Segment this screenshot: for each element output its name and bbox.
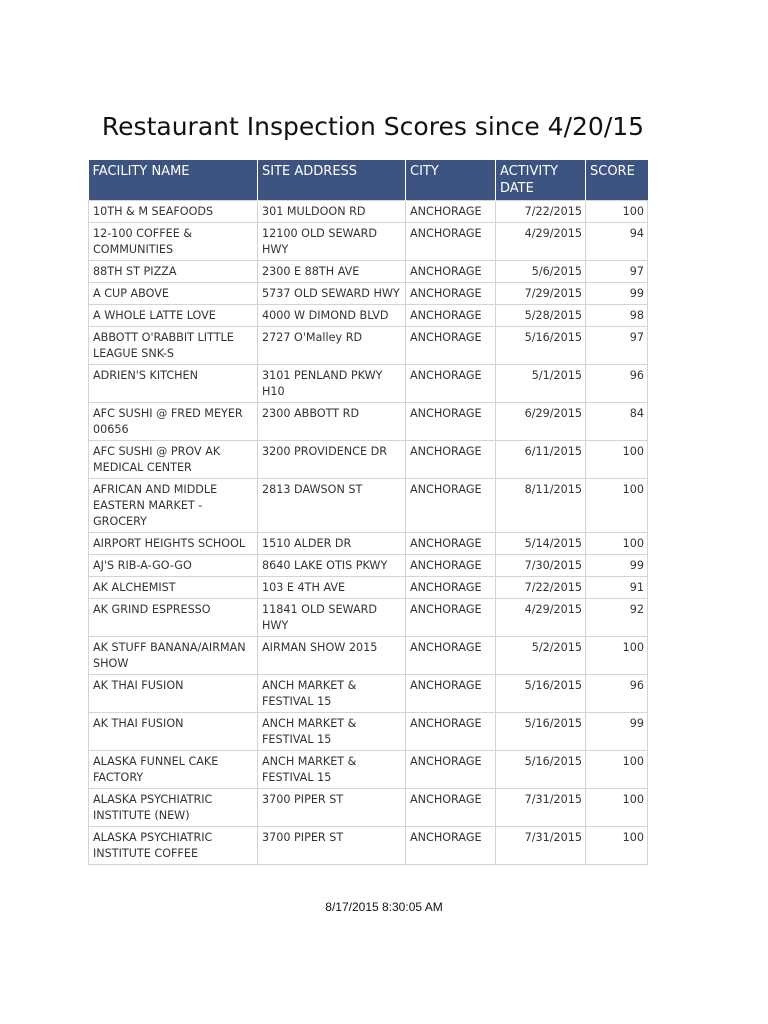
site-address-cell: ANCH MARKET & FESTIVAL 15 — [258, 713, 406, 751]
activity-date-cell: 4/29/2015 — [496, 223, 586, 261]
city-cell: ANCHORAGE — [406, 479, 496, 533]
site-address-cell: 3101 PENLAND PKWY H10 — [258, 365, 406, 403]
site-address-cell: 103 E 4TH AVE — [258, 577, 406, 599]
table-row — [89, 261, 648, 283]
activity-date-cell: 7/30/2015 — [496, 555, 586, 577]
facility-name-cell: ABBOTT O'RABBIT LITTLE LEAGUE SNK-S — [89, 327, 258, 365]
activity-date-cell: 7/22/2015 — [496, 577, 586, 599]
table-row — [89, 637, 648, 675]
table-row — [89, 675, 648, 713]
score-cell: 91 — [586, 577, 648, 599]
city-cell: ANCHORAGE — [406, 577, 496, 599]
city-cell: ANCHORAGE — [406, 637, 496, 675]
score-cell: 100 — [586, 201, 648, 223]
score-cell: 100 — [586, 827, 648, 865]
city-cell: ANCHORAGE — [406, 261, 496, 283]
table-body — [89, 201, 648, 865]
city-cell: ANCHORAGE — [406, 327, 496, 365]
activity-date-cell: 5/1/2015 — [496, 365, 586, 403]
score-cell: 84 — [586, 403, 648, 441]
city-cell: ANCHORAGE — [406, 555, 496, 577]
table-row — [89, 283, 648, 305]
city-cell: ANCHORAGE — [406, 789, 496, 827]
activity-date-cell: 5/6/2015 — [496, 261, 586, 283]
facility-name-cell: AK ALCHEMIST — [89, 577, 258, 599]
score-cell: 99 — [586, 713, 648, 751]
activity-date-cell: 7/22/2015 — [496, 201, 586, 223]
column-header-facility: FACILITY NAME — [89, 160, 258, 201]
facility-name-cell: AK STUFF BANANA/AIRMAN SHOW — [89, 637, 258, 675]
site-address-cell: 301 MULDOON RD — [258, 201, 406, 223]
score-cell: 98 — [586, 305, 648, 327]
activity-date-cell: 5/2/2015 — [496, 637, 586, 675]
score-cell: 96 — [586, 365, 648, 403]
city-cell: ANCHORAGE — [406, 403, 496, 441]
facility-name-cell: 10TH & M SEAFOODS — [89, 201, 258, 223]
site-address-cell: 11841 OLD SEWARD HWY — [258, 599, 406, 637]
facility-name-cell: ADRIEN'S KITCHEN — [89, 365, 258, 403]
activity-date-cell: 5/16/2015 — [496, 327, 586, 365]
table-row — [89, 555, 648, 577]
facility-name-cell: AK THAI FUSION — [89, 713, 258, 751]
table-row — [89, 751, 648, 789]
activity-date-cell: 5/16/2015 — [496, 675, 586, 713]
site-address-cell: 2300 ABBOTT RD — [258, 403, 406, 441]
facility-name-cell: AK THAI FUSION — [89, 675, 258, 713]
facility-name-cell: AFC SUSHI @ PROV AK MEDICAL CENTER — [89, 441, 258, 479]
facility-name-cell: ALASKA PSYCHIATRIC INSTITUTE COFFEE — [89, 827, 258, 865]
score-cell: 100 — [586, 751, 648, 789]
column-header-address: SITE ADDRESS — [258, 160, 406, 201]
activity-date-cell: 5/28/2015 — [496, 305, 586, 327]
table-row — [89, 201, 648, 223]
column-header-date: ACTIVITY DATE — [496, 160, 586, 201]
score-cell: 99 — [586, 283, 648, 305]
site-address-cell: 2813 DAWSON ST — [258, 479, 406, 533]
table-row — [89, 365, 648, 403]
activity-date-cell: 5/16/2015 — [496, 751, 586, 789]
facility-name-cell: A CUP ABOVE — [89, 283, 258, 305]
facility-name-cell: AFC SUSHI @ FRED MEYER 00656 — [89, 403, 258, 441]
site-address-cell: 8640 LAKE OTIS PKWY — [258, 555, 406, 577]
activity-date-cell: 6/29/2015 — [496, 403, 586, 441]
site-address-cell: 3700 PIPER ST — [258, 789, 406, 827]
table-row — [89, 403, 648, 441]
table-row — [89, 441, 648, 479]
table-row — [89, 789, 648, 827]
facility-name-cell: ALASKA FUNNEL CAKE FACTORY — [89, 751, 258, 789]
score-cell: 97 — [586, 261, 648, 283]
score-cell: 100 — [586, 479, 648, 533]
site-address-cell: 3200 PROVIDENCE DR — [258, 441, 406, 479]
score-cell: 100 — [586, 789, 648, 827]
site-address-cell: 5737 OLD SEWARD HWY — [258, 283, 406, 305]
inspection-table — [88, 160, 648, 865]
column-header-city: CITY — [406, 160, 496, 201]
score-cell: 92 — [586, 599, 648, 637]
score-cell: 97 — [586, 327, 648, 365]
city-cell: ANCHORAGE — [406, 365, 496, 403]
site-address-cell: ANCH MARKET & FESTIVAL 15 — [258, 675, 406, 713]
facility-name-cell: 12-100 COFFEE & COMMUNITIES — [89, 223, 258, 261]
site-address-cell: 3700 PIPER ST — [258, 827, 406, 865]
site-address-cell: AIRMAN SHOW 2015 — [258, 637, 406, 675]
column-header-score: SCORE — [586, 160, 648, 201]
activity-date-cell: 5/16/2015 — [496, 713, 586, 751]
site-address-cell: 2300 E 88TH AVE — [258, 261, 406, 283]
city-cell: ANCHORAGE — [406, 223, 496, 261]
city-cell: ANCHORAGE — [406, 713, 496, 751]
score-cell: 100 — [586, 533, 648, 555]
facility-name-cell: ALASKA PSYCHIATRIC INSTITUTE (NEW) — [89, 789, 258, 827]
table-row — [89, 713, 648, 751]
site-address-cell: 12100 OLD SEWARD HWY — [258, 223, 406, 261]
city-cell: ANCHORAGE — [406, 827, 496, 865]
activity-date-cell: 7/29/2015 — [496, 283, 586, 305]
facility-name-cell: 88TH ST PIZZA — [89, 261, 258, 283]
table-row — [89, 577, 648, 599]
activity-date-cell: 6/11/2015 — [496, 441, 586, 479]
facility-name-cell: AK GRIND ESPRESSO — [89, 599, 258, 637]
score-cell: 94 — [586, 223, 648, 261]
city-cell: ANCHORAGE — [406, 305, 496, 327]
table-row — [89, 305, 648, 327]
city-cell: ANCHORAGE — [406, 533, 496, 555]
city-cell: ANCHORAGE — [406, 201, 496, 223]
score-cell: 96 — [586, 675, 648, 713]
header-row — [89, 160, 648, 201]
score-cell: 100 — [586, 637, 648, 675]
city-cell: ANCHORAGE — [406, 599, 496, 637]
activity-date-cell: 5/14/2015 — [496, 533, 586, 555]
site-address-cell: 4000 W DIMOND BLVD — [258, 305, 406, 327]
table-row — [89, 223, 648, 261]
city-cell: ANCHORAGE — [406, 283, 496, 305]
table-row — [89, 479, 648, 533]
activity-date-cell: 8/11/2015 — [496, 479, 586, 533]
score-cell: 99 — [586, 555, 648, 577]
report-title: Restaurant Inspection Scores since 4/20/15 — [101, 111, 645, 141]
site-address-cell: 1510 ALDER DR — [258, 533, 406, 555]
activity-date-cell: 7/31/2015 — [496, 789, 586, 827]
score-cell: 100 — [586, 441, 648, 479]
facility-name-cell: AIRPORT HEIGHTS SCHOOL — [89, 533, 258, 555]
facility-name-cell: AJ'S RIB-A-GO-GO — [89, 555, 258, 577]
table-row — [89, 533, 648, 555]
table-row — [89, 327, 648, 365]
city-cell: ANCHORAGE — [406, 441, 496, 479]
site-address-cell: ANCH MARKET & FESTIVAL 15 — [258, 751, 406, 789]
table-row — [89, 599, 648, 637]
site-address-cell: 2727 O'Malley RD — [258, 327, 406, 365]
table-row — [89, 827, 648, 865]
facility-name-cell: AFRICAN AND MIDDLE EASTERN MARKET - GROCERY — [89, 479, 258, 533]
city-cell: ANCHORAGE — [406, 751, 496, 789]
city-cell: ANCHORAGE — [406, 675, 496, 713]
facility-name-cell: A WHOLE LATTE LOVE — [89, 305, 258, 327]
activity-date-cell: 4/29/2015 — [496, 599, 586, 637]
report-timestamp: 8/17/2015 8:30:05 AM — [325, 900, 443, 914]
activity-date-cell: 7/31/2015 — [496, 827, 586, 865]
